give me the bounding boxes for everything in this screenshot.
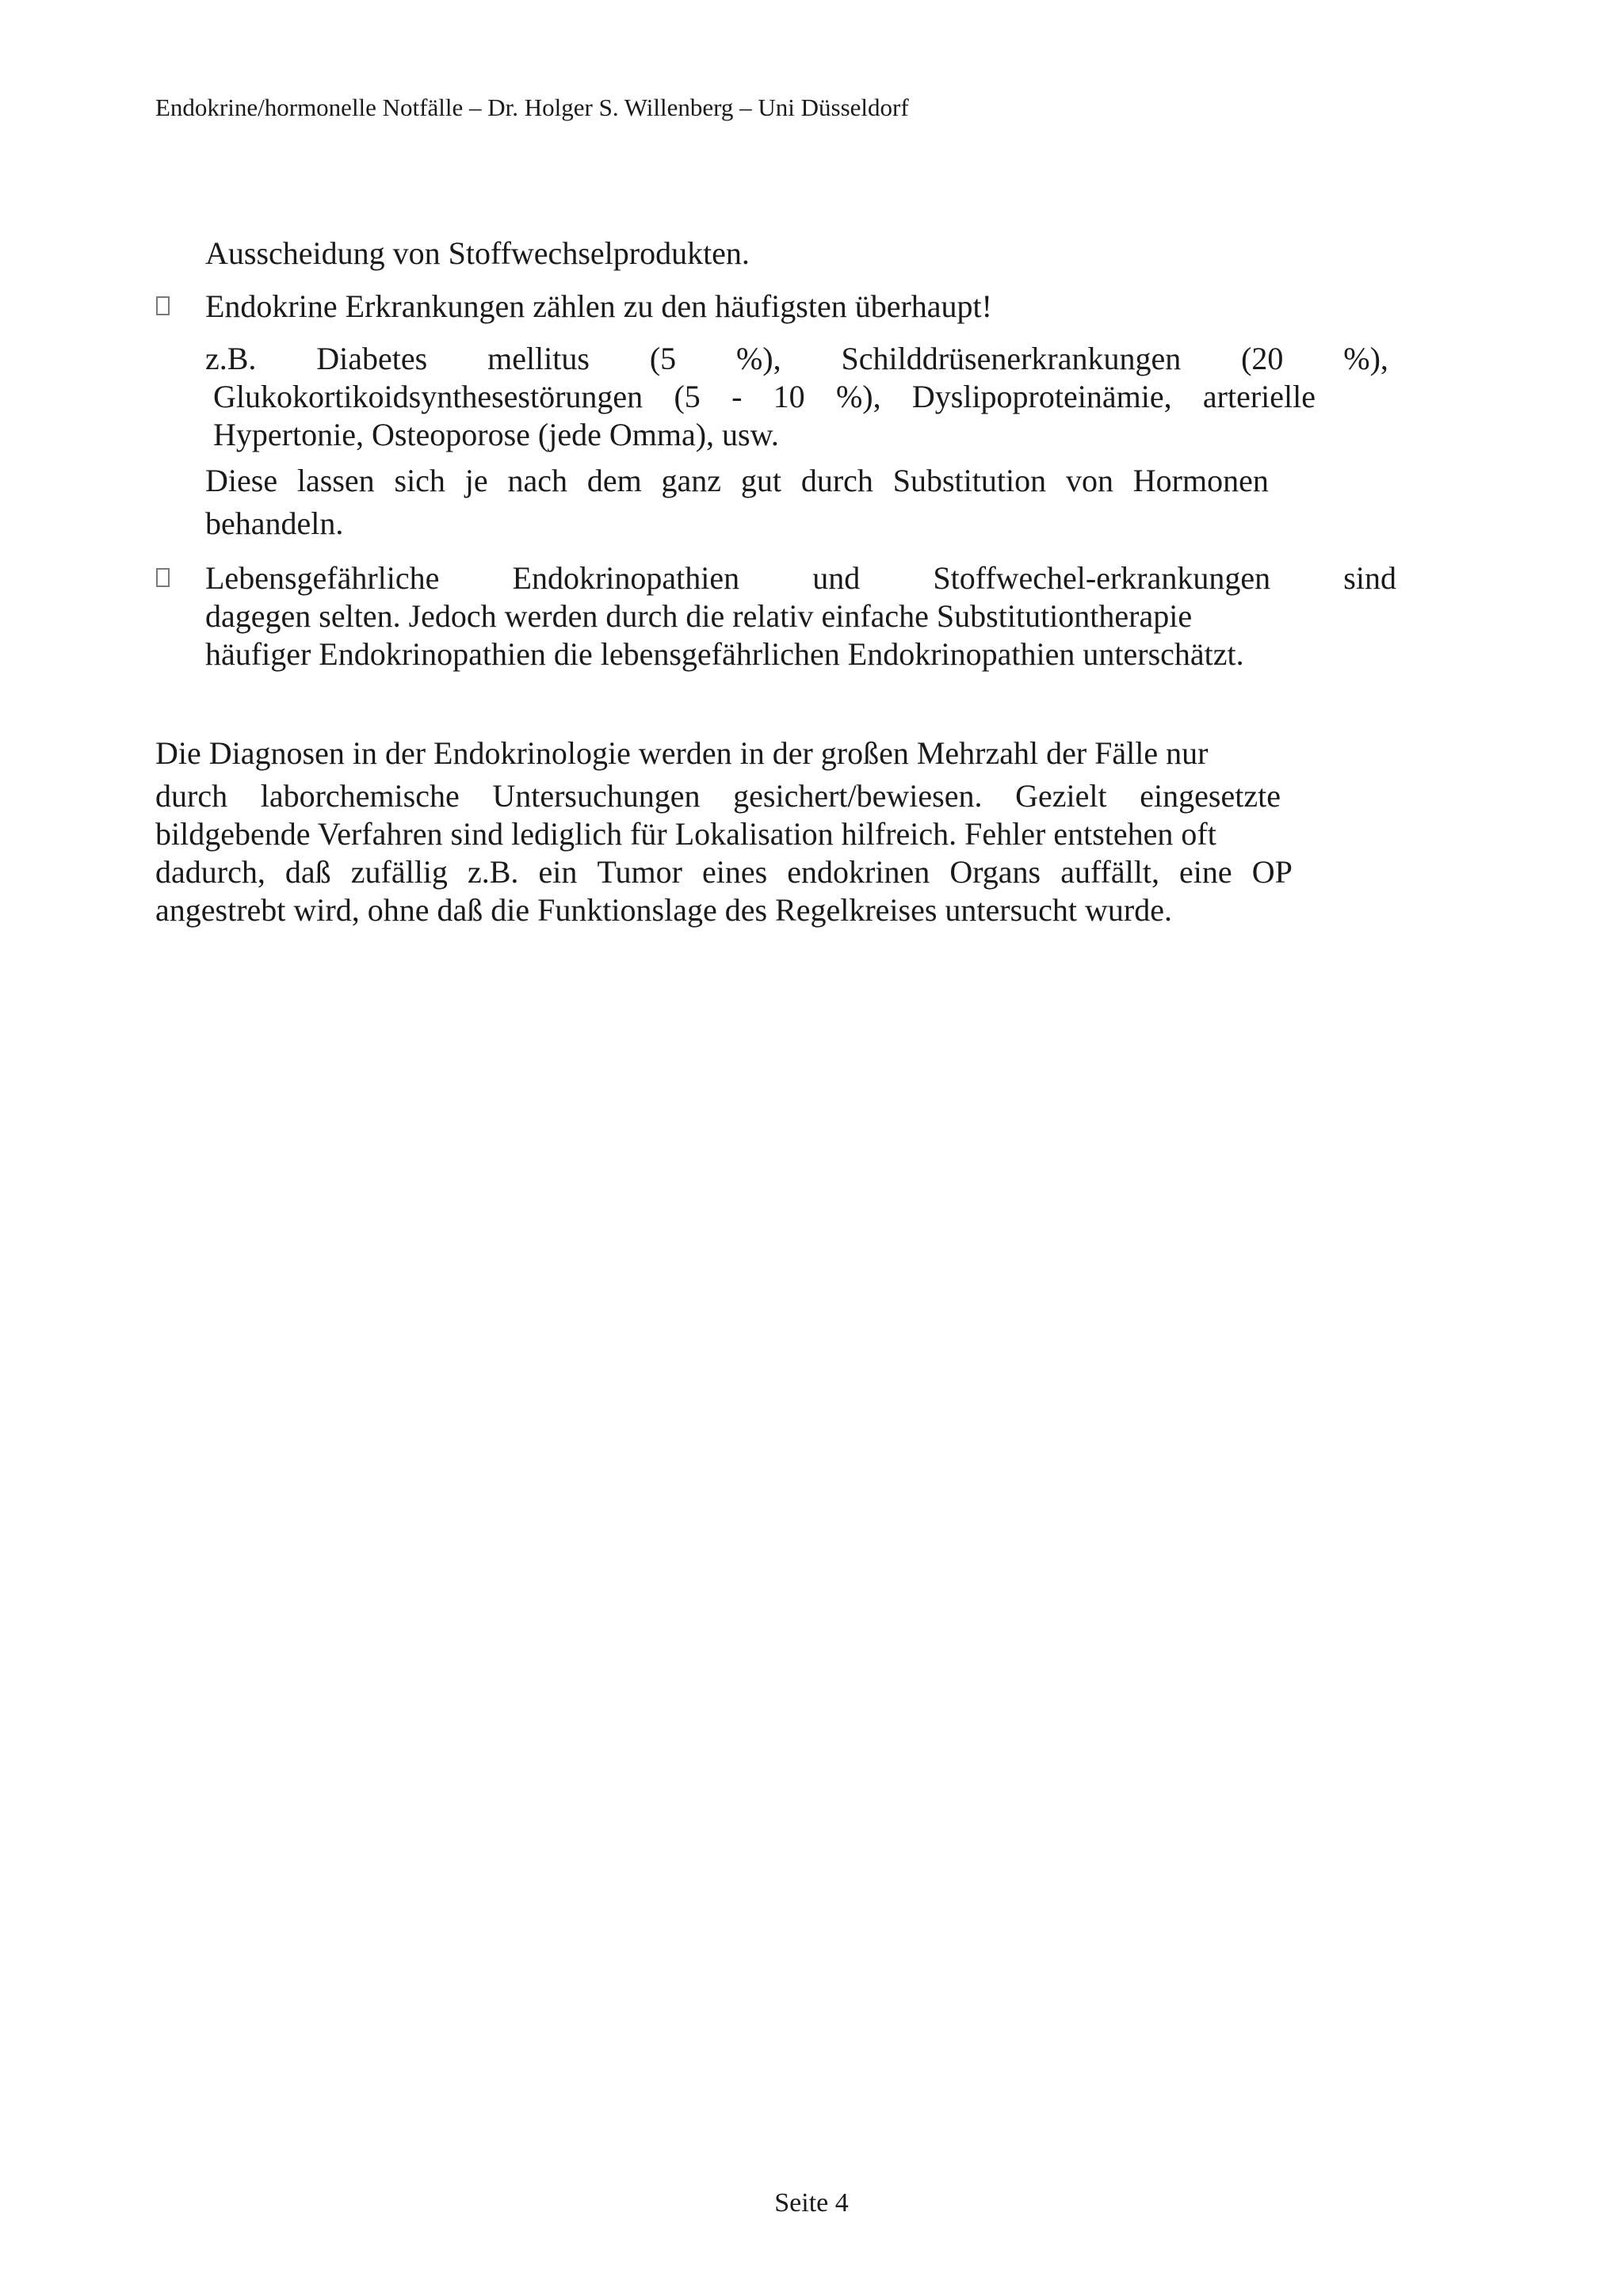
word: Dyslipoproteinämie,	[911, 379, 1172, 414]
bullet-2-line-3: häufiger Endokrinopathien die lebensgefährlichen Endokrinopathien unterschätzt.	[205, 636, 1244, 672]
paragraph-line-2	[155, 776, 1281, 816]
bullet-1-text: Endokrine Erkrankungen zählen zu den häufigsten überhaupt!	[205, 288, 992, 324]
paragraph-line-1: Die Diagnosen in der Endokrinologie werden in der großen Mehrzahl der Fälle nur	[155, 735, 1209, 771]
word: eines	[702, 854, 768, 890]
word: (5	[649, 341, 677, 376]
word: %),	[1343, 341, 1388, 376]
word: gesichert/bewiesen.	[733, 778, 983, 814]
word: (20	[1241, 341, 1284, 376]
word: und	[812, 560, 861, 596]
word: Stoffwechel-erkrankungen	[933, 560, 1271, 596]
word: je	[464, 463, 488, 498]
word: von	[1065, 463, 1113, 498]
word: laborchemische	[260, 778, 460, 814]
word: %),	[835, 379, 881, 414]
word: Glukokortikoidsynthesestörungen	[213, 379, 643, 414]
word: 10	[773, 379, 805, 414]
paragraph-line-5: angestrebt wird, ohne daß die Funktionslage des Regelkreises untersucht wurde.	[155, 892, 1173, 928]
word: sich	[394, 463, 445, 498]
word: Diese	[205, 463, 278, 498]
word: Tumor	[597, 854, 682, 890]
word: Organs	[949, 854, 1041, 890]
word: %),	[735, 341, 781, 376]
word: Lebensgefährliche	[205, 560, 440, 596]
word: z.B.	[205, 341, 257, 376]
page-number: Seite 4	[774, 2188, 849, 2218]
word: durch	[155, 778, 228, 814]
paragraph-line-3: bildgebende Verfahren sind lediglich für Lokalisation hilfreich. Fehler entstehen oft	[155, 816, 1216, 852]
word: auffällt,	[1060, 854, 1159, 890]
word: (5	[674, 379, 701, 414]
word: Hormonen	[1132, 463, 1269, 498]
example-line-3: Hypertonie, Osteoporose (jede Omma), usw.	[213, 417, 779, 452]
word: -	[731, 379, 743, 414]
word: dem	[586, 463, 642, 498]
word: ein	[538, 854, 578, 890]
word: z.B.	[468, 854, 519, 890]
bullet-2-line-1	[205, 559, 1396, 598]
example-line-1	[205, 339, 1388, 379]
note-line-1	[205, 461, 1269, 501]
example-line-2	[213, 377, 1316, 417]
word: Endokrinopathien	[512, 560, 740, 596]
bullet-2-line-2: dagegen selten. Jedoch werden durch die relativ einfache Substitutiontherapie	[205, 598, 1193, 634]
word: ganz	[661, 463, 722, 498]
word: Diabetes	[316, 341, 428, 376]
word: daß	[285, 854, 331, 890]
word: Substitution	[892, 463, 1047, 498]
word: OP	[1251, 854, 1293, 890]
bullet-box-icon	[156, 568, 170, 587]
word: Schilddrüsenerkrankungen	[841, 341, 1182, 376]
word: eingesetzte	[1140, 778, 1281, 814]
word: gut	[740, 463, 781, 498]
word: eine	[1179, 854, 1232, 890]
word: lassen	[296, 463, 375, 498]
word: durch	[800, 463, 873, 498]
word: dadurch,	[155, 854, 265, 890]
note-line-2: behandeln.	[205, 505, 344, 541]
paragraph-line-4	[155, 852, 1293, 892]
word: nach	[507, 463, 567, 498]
word: arterielle	[1202, 379, 1316, 414]
word: endokrinen	[787, 854, 930, 890]
word: sind	[1343, 560, 1396, 596]
word: zufällig	[350, 854, 448, 890]
page-header: Endokrine/hormonelle Notfälle – Dr. Holger S. Willenberg – Uni Düsseldorf	[155, 93, 909, 121]
continued-line: Ausscheidung von Stoffwechselprodukten.	[205, 235, 750, 271]
word: Untersuchungen	[492, 778, 701, 814]
bullet-box-icon	[156, 296, 170, 315]
word: Gezielt	[1015, 778, 1107, 814]
word: mellitus	[487, 341, 590, 376]
